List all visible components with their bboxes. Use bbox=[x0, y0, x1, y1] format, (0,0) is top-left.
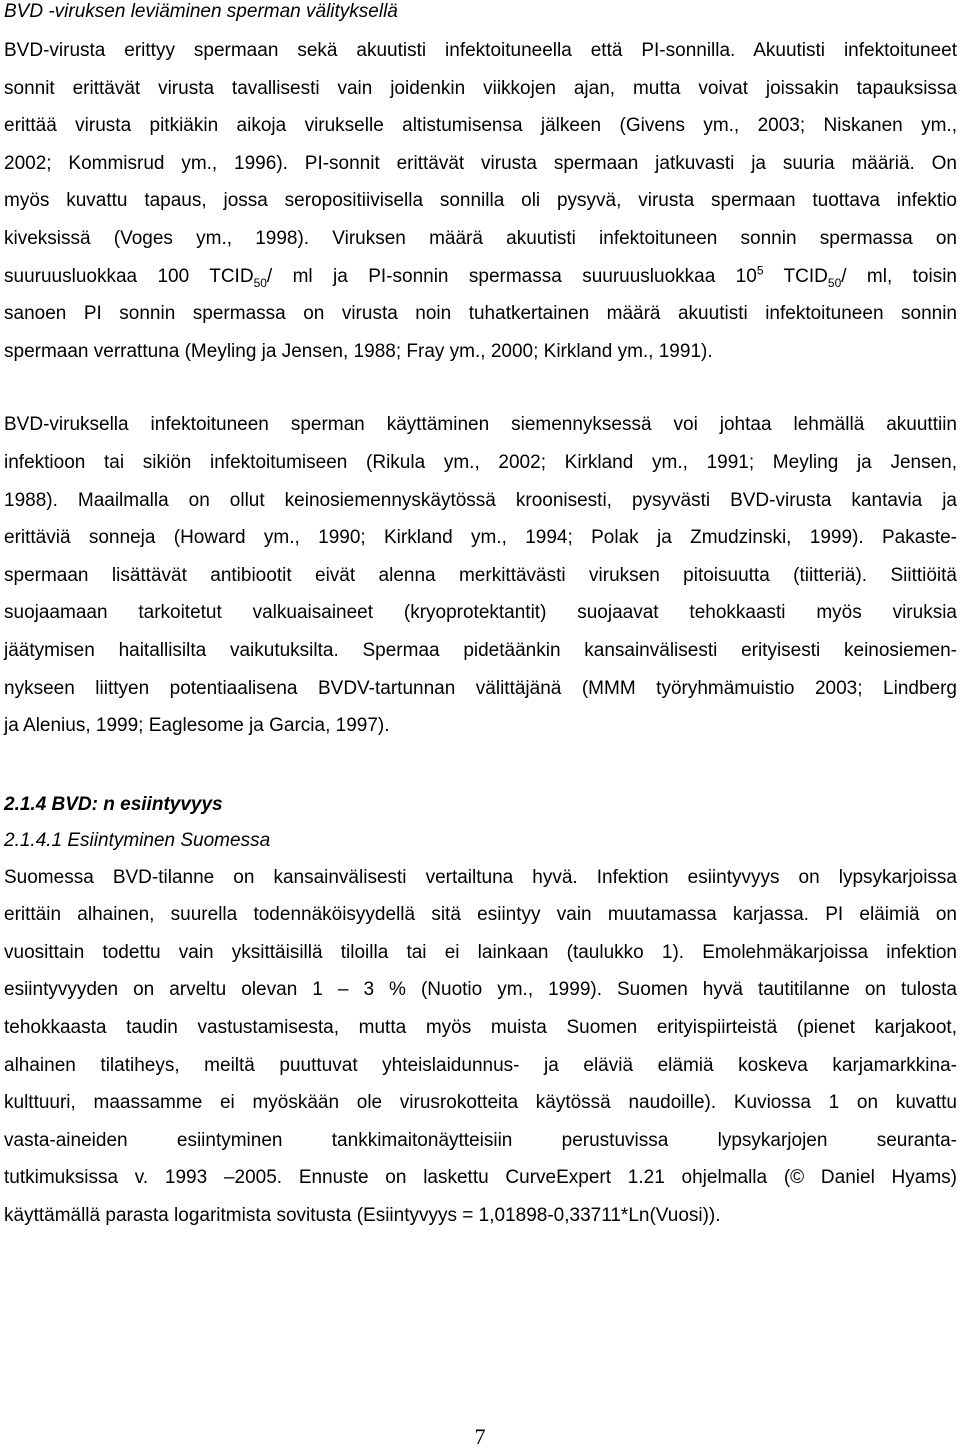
section-heading: 2.1.4 BVD: n esiintyvyys bbox=[4, 793, 223, 815]
text-line: infektioon tai sikiön infektoitumiseen (Rikula ym., 2002; Kirkland ym., 1991; Meyling ja Jensen, bbox=[4, 451, 957, 473]
text-line: käyttämällä parasta logaritmista sovitusta (Esiintyvyys = 1,01898-0,33711*Ln(Vuosi)). bbox=[4, 1205, 721, 1227]
text-line: alhainen tilatiheys, meiltä puuttuvat yhteislaidunnus- ja eläviä elämiä koskeva karjamarkkina- bbox=[4, 1054, 957, 1076]
page-number: 7 bbox=[474, 1424, 486, 1449]
text-line-tcid: suuruusluokkaa 100 $TCID_{50}/$ ml ja PI-sonnin spermassa suuruusluokkaa $10^5$ $TCID_{50}/$ ml, toisin bbox=[4, 263, 957, 290]
paragraph-insemination-risk bbox=[4, 406, 957, 744]
text-line: jäätymisen haitallisilta vaikutuksilta. Spermaa pidetäänkin kansainvälisesti erityisesti keinosiemen- bbox=[4, 639, 957, 661]
paragraph-finland-prevalence bbox=[4, 859, 957, 1235]
text-line: vasta-aineiden esiintyminen tankkimaitonäytteisiin perustuvissa lypsykarjojen seuranta- bbox=[4, 1129, 957, 1151]
text-line: myös kuvattu tapaus, jossa seropositiivisella sonnilla oli pysyvä, virusta spermaan tuottava infektio bbox=[4, 190, 957, 212]
text-line: spermaan lisättävät antibiootit eivät alenna merkittävästi viruksen pitoisuutta (tiitteriä). Siittiöitä bbox=[4, 564, 957, 586]
text-line: 2002; Kommisrud ym., 1996). PI-sonnit erittävät virusta spermaan jatkuvasti ja suuria määriä. On bbox=[4, 152, 957, 174]
text-line: sonnit erittävät virusta tavallisesti vain joidenkin viikkojen ajan, mutta voivat joissakin tapauksissa bbox=[4, 77, 957, 99]
section-title: BVD -viruksen leviäminen sperman välityksellä bbox=[4, 1, 398, 22]
text-line: Suomessa BVD-tilanne on kansainvälisesti vertailtuna hyvä. Infektion esiintyvyys on lypsykarjoissa bbox=[4, 866, 957, 888]
text-line: 1988). Maailmalla on ollut keinosiemennyskäytössä kroonisesti, pysyvästi BVD-virusta kantavia ja bbox=[4, 489, 957, 511]
text-line: suojaamaan tarkoitetut valkuaisaineet (kryoprotektantit) suojaavat tehokkaasti myös viruksia bbox=[4, 602, 957, 624]
text-line: nykseen liittyen potentiaalisena BVDV-tartunnan välittäjänä (MMM työryhmämuistio 2003; Lindberg bbox=[4, 677, 957, 699]
subsection-heading: 2.1.4.1 Esiintyminen Suomessa bbox=[4, 829, 271, 851]
text-line: tehokkaasta taudin vastustamisesta, mutta myös muista Suomen erityispiirteistä (pienet karjakoot, bbox=[4, 1017, 957, 1039]
document-page bbox=[4, 0, 957, 1235]
paragraph-semen-transmission bbox=[4, 32, 957, 370]
text-line: kulttuuri, maassamme ei myöskään ole virusrokotteita käytössä naudoille). Kuviossa 1 on kuvattu bbox=[4, 1092, 957, 1114]
text-line: kiveksissä (Voges ym., 1998). Viruksen määrä akuutisti infektoituneen sonnin spermassa on bbox=[4, 227, 957, 249]
text-line: erittää virusta pitkiäkin aikoja virukselle altistumisensa jälkeen (Givens ym., 2003; Niskanen ym., bbox=[4, 115, 957, 137]
text-line: erittäin alhainen, suurella todennäköisyydellä sitä esiintyy vain muutamassa karjassa. PI eläimiä on bbox=[4, 904, 957, 926]
text-line: ja Alenius, 1999; Eaglesome ja Garcia, 1997). bbox=[4, 715, 390, 737]
text-line: BVD-viruksella infektoituneen sperman käyttäminen siemennyksessä voi johtaa lehmällä akuuttiin bbox=[4, 414, 957, 436]
text-line: esiintyvyyden on arveltu olevan 1 – 3 % (Nuotio ym., 1999). Suomen hyvä tautitilanne on tulosta bbox=[4, 979, 957, 1001]
text-line: sanoen PI sonnin spermassa on virusta noin tuhatkertainen määrä akuutisti infektoituneen sonnin bbox=[4, 303, 957, 325]
text-line: spermaan verrattuna (Meyling ja Jensen, 1988; Fray ym., 2000; Kirkland ym., 1991). bbox=[4, 340, 713, 362]
text-line: BVD-virusta erittyy spermaan sekä akuutisti infektoituneella että PI-sonnilla. Akuutisti infektoituneet bbox=[4, 40, 957, 61]
text-line: erittäviä sonneja (Howard ym., 1990; Kirkland ym., 1994; Polak ja Zmudzinski, 1999). Pakaste- bbox=[4, 527, 957, 549]
text-line: tutkimuksissa v. 1993 –2005. Ennuste on laskettu CurveExpert 1.21 ohjelmalla (© Daniel Hyams) bbox=[4, 1167, 957, 1189]
text-line: vuosittain todettu vain yksittäisillä tiloilla tai ei lainkaan (taulukko 1). Emolehmäkarjoissa infektion bbox=[4, 941, 957, 963]
